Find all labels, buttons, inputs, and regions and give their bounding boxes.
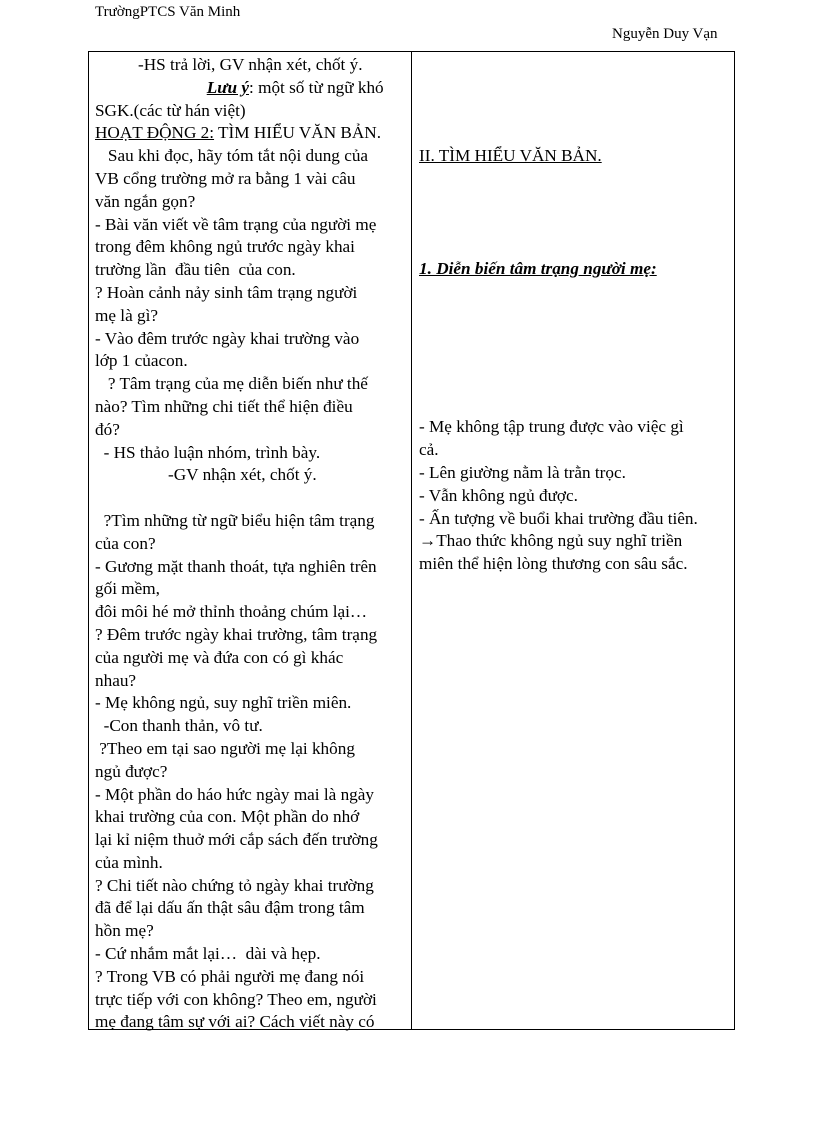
- text-line: - Cứ nhắm mắt lại… dài và hẹp.: [95, 944, 321, 964]
- text-line: - Gương mặt thanh thoát, tựa nghiên trên: [95, 556, 377, 576]
- note-line: [95, 77, 407, 100]
- text-line: của mình.: [95, 852, 163, 872]
- text-line: miên thể hiện lòng thương con sâu sắc.: [419, 554, 688, 573]
- text-line: cả.: [419, 440, 439, 459]
- text-line: Sau khi đọc, hãy tóm tắt nội dung của: [95, 146, 369, 166]
- text-line: khai trường của con. Một phần do nhớ: [95, 807, 360, 827]
- text-line: ? Chi tiết nào chứng tỏ ngày khai trường: [95, 875, 374, 895]
- text-line: - Mẹ không ngủ, suy nghĩ triền miên.: [95, 693, 352, 713]
- text-line: - Mẹ không tập trung được vào việc gì: [419, 417, 684, 436]
- text-line: ? Trong VB có phải người mẹ đang nói: [95, 966, 365, 986]
- text-line: lớp 1 củacon.: [95, 351, 188, 371]
- text-line: - Vẫn không ngủ được.: [419, 486, 578, 505]
- text-line: của con?: [95, 533, 156, 553]
- text-line: văn ngắn gọn?: [95, 191, 196, 211]
- text-line: đôi môi hé mở thỉnh thoảng chúm lại…: [95, 602, 368, 622]
- text-line: - Lên giường nằm là trằn trọc.: [419, 463, 626, 482]
- subsection-heading: 1. Diễn biến tâm trạng người mẹ:: [419, 259, 657, 278]
- text-line: trong đêm không ngủ trước ngày khai: [95, 237, 355, 257]
- text-line: ngủ được?: [95, 761, 168, 781]
- text-line: ? Tâm trạng của mẹ diễn biến như thế: [95, 374, 368, 394]
- text-line: nào? Tìm những chi tiết thể hiện điều: [95, 396, 353, 416]
- text-line: - Vào đêm trước ngày khai trường vào: [95, 328, 360, 348]
- text-line: - Một phần do háo hức ngày mai là ngày: [95, 784, 374, 804]
- text-line: -GV nhận xét, chốt ý.: [95, 465, 317, 485]
- text-line: gối mềm,: [95, 579, 160, 599]
- text-line: - HS thảo luận nhóm, trình bày.: [95, 442, 321, 462]
- text-line: - Ấn tượng về buổi khai trường đầu tiên.: [419, 509, 698, 528]
- text-line: nhau?: [95, 670, 137, 690]
- activity-heading: [95, 122, 407, 145]
- text-line: trực tiếp với con không? Theo em, người: [95, 989, 377, 1009]
- text-line: hồn mẹ?: [95, 921, 154, 941]
- text-line: →Thao thức không ngủ suy nghĩ triền: [419, 531, 683, 550]
- lesson-table: [88, 51, 735, 1030]
- text-line: mẹ là gì?: [95, 305, 158, 325]
- blank-line: [95, 487, 407, 510]
- activity-label: HOẠT ĐỘNG 2:: [95, 123, 215, 143]
- text-line: ? Hoàn cảnh nảy sinh tâm trạng người: [95, 282, 358, 302]
- author-name: Nguyễn Duy Vạn: [612, 26, 718, 42]
- text-line: lại kỉ niệm thuở mới cắp sách đến trường: [95, 830, 378, 850]
- text-line: - Bài văn viết về tâm trạng của người mẹ: [95, 214, 377, 234]
- text-line: -HS trả lời, GV nhận xét, chốt ý.: [95, 55, 363, 74]
- text-line: ?Tìm những từ ngữ biểu hiện tâm trạng: [95, 510, 375, 530]
- text-line: ?Theo em tại sao người mẹ lại không: [95, 738, 355, 758]
- note-text: : một số từ ngữ khó: [249, 77, 384, 97]
- text-line: đã để lại dấu ấn thật sâu đậm trong tâm: [95, 898, 365, 918]
- text-line: ? Đêm trước ngày khai trường, tâm trạng: [95, 624, 378, 644]
- column-divider: [411, 52, 412, 1029]
- text-line: VB cổng trường mở ra bằng 1 vài câu: [95, 168, 356, 188]
- activity-title: TÌM HIỂU VĂN BẢN.: [214, 123, 381, 143]
- text-line: của người mẹ và đứa con có gì khác: [95, 647, 344, 667]
- text-line: SGK.(các từ hán việt): [95, 100, 246, 120]
- text-line: đó?: [95, 419, 120, 439]
- note-label: Lưu ý: [206, 77, 249, 97]
- text-line: -Con thanh thản, vô tư.: [95, 716, 263, 736]
- teacher-activity-column: [95, 54, 407, 1034]
- school-name: TrườngPTCS Văn Minh: [95, 4, 241, 20]
- text-line: mẹ đang tâm sự với ai? Cách viết này có: [95, 1012, 375, 1032]
- text-line: trường lần đầu tiên của con.: [95, 260, 296, 280]
- section-heading: II. TÌM HIỂU VĂN BẢN.: [419, 146, 602, 165]
